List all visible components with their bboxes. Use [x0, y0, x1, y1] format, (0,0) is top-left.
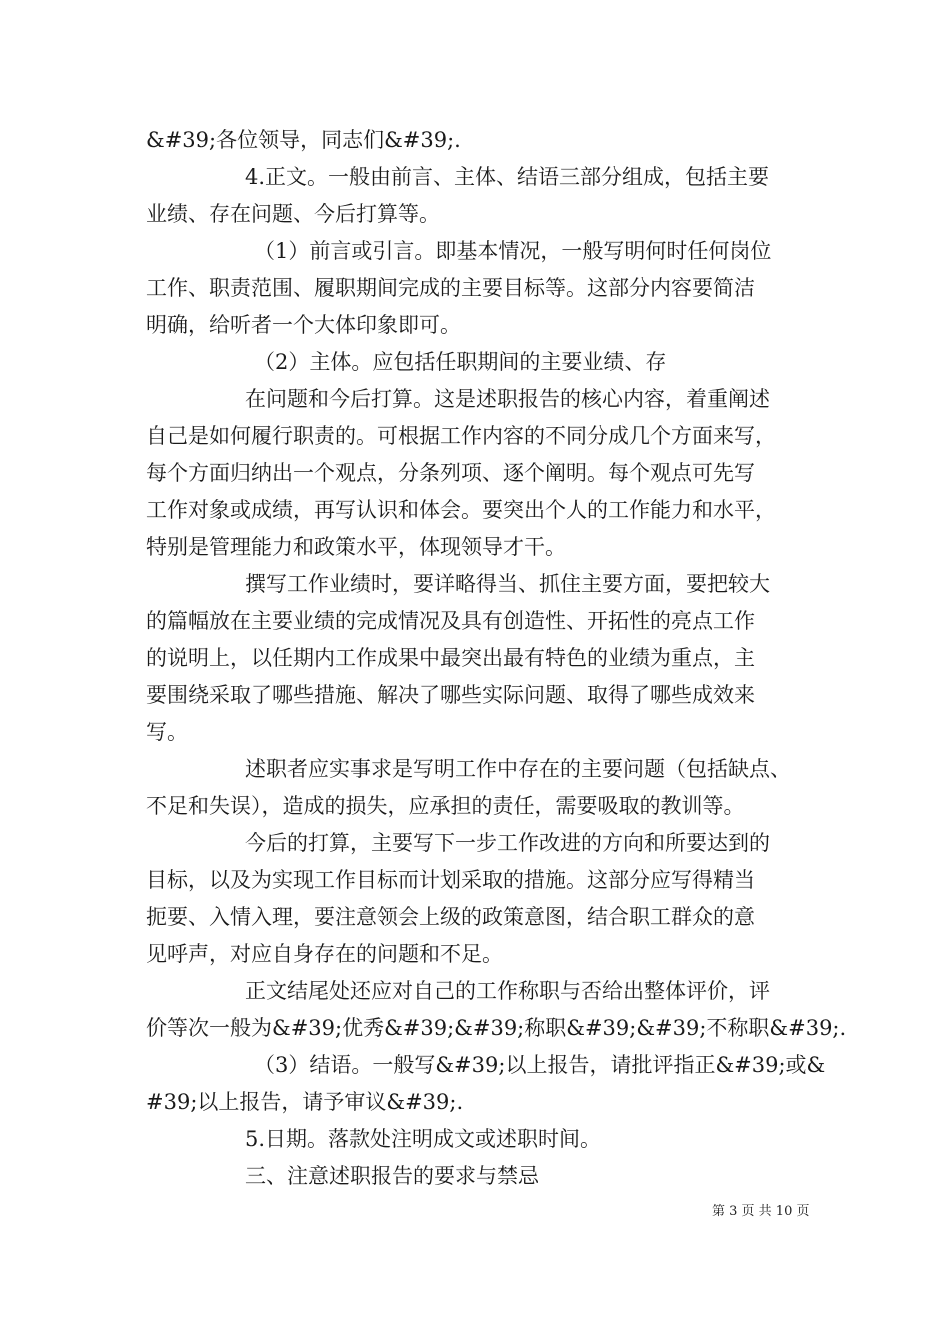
- text-line: 特别是管理能力和政策水平，体现领导才干。: [146, 535, 566, 559]
- text-line: 目标，以及为实现工作目标而计划采取的措施。这部分应写得精当: [146, 868, 755, 892]
- text-line: 工作、职责范围、履职期间完成的主要目标等。这部分内容要简洁: [146, 276, 755, 300]
- text-line: 撰写工作业绩时，要详略得当、抓住主要方面，要把较大: [245, 572, 770, 596]
- text-line: 扼要、入情入理，要注意领会上级的政策意图，结合职工群众的意: [146, 905, 755, 929]
- text-line: 工作对象或成绩，再写认识和体会。要突出个人的工作能力和水平，: [146, 498, 776, 522]
- text-line: 的篇幅放在主要业绩的完成情况及具有创造性、开拓性的亮点工作: [146, 609, 755, 633]
- text-line: 写。: [146, 720, 188, 744]
- text-line: 要围绕采取了哪些措施、解决了哪些实际问题、取得了哪些成效来: [146, 683, 755, 707]
- text-line: #39;以上报告，请予审议&#39;.: [146, 1090, 464, 1114]
- text-line: 每个方面归纳出一个观点，分条列项、逐个阐明。每个观点可先写: [146, 461, 755, 485]
- text-line: 自己是如何履行职责的。可根据工作内容的不同分成几个方面来写，: [146, 424, 776, 448]
- text-line: （1）前言或引言。即基本情况，一般写明何时任何岗位: [254, 239, 772, 263]
- text-line: （2）主体。应包括任职期间的主要业绩、存: [254, 350, 667, 374]
- text-line: 今后的打算，主要写下一步工作改进的方向和所要达到的: [245, 831, 770, 855]
- text-line: 正文结尾处还应对自己的工作称职与否给出整体评价，评: [245, 979, 770, 1003]
- text-line: &#39;各位领导，同志们&#39;.: [146, 128, 461, 152]
- text-line: 业绩、存在问题、今后打算等。: [146, 202, 440, 226]
- text-line: 5.日期。落款处注明成文或述职时间。: [245, 1127, 602, 1151]
- document-body: [146, 122, 847, 1195]
- text-line: 4.正文。一般由前言、主体、结语三部分组成，包括主要: [245, 165, 770, 189]
- text-line: 不足和失误），造成的损失，应承担的责任，需要吸取的教训等。: [146, 794, 745, 818]
- text-line: 见呼声，对应自身存在的问题和不足。: [146, 942, 503, 966]
- page-number: 第 3 页 共 10 页: [712, 1204, 810, 1219]
- text-line: 的说明上，以任期内工作成果中最突出最有特色的业绩为重点，主: [146, 646, 755, 670]
- text-line: 三、注意述职报告的要求与禁忌: [245, 1164, 539, 1188]
- text-line: （3）结语。一般写&#39;以上报告，请批评指正&#39;或&: [254, 1053, 826, 1077]
- text-line: 在问题和今后打算。这是述职报告的核心内容，着重阐述: [245, 387, 770, 411]
- text-line: 明确，给听者一个大体印象即可。: [146, 313, 461, 337]
- text-line: 述职者应实事求是写明工作中存在的主要问题（包括缺点、: [245, 757, 791, 781]
- text-line: 价等次一般为&#39;优秀&#39;&#39;称职&#39;&#39;不称职&#39;.: [146, 1016, 847, 1040]
